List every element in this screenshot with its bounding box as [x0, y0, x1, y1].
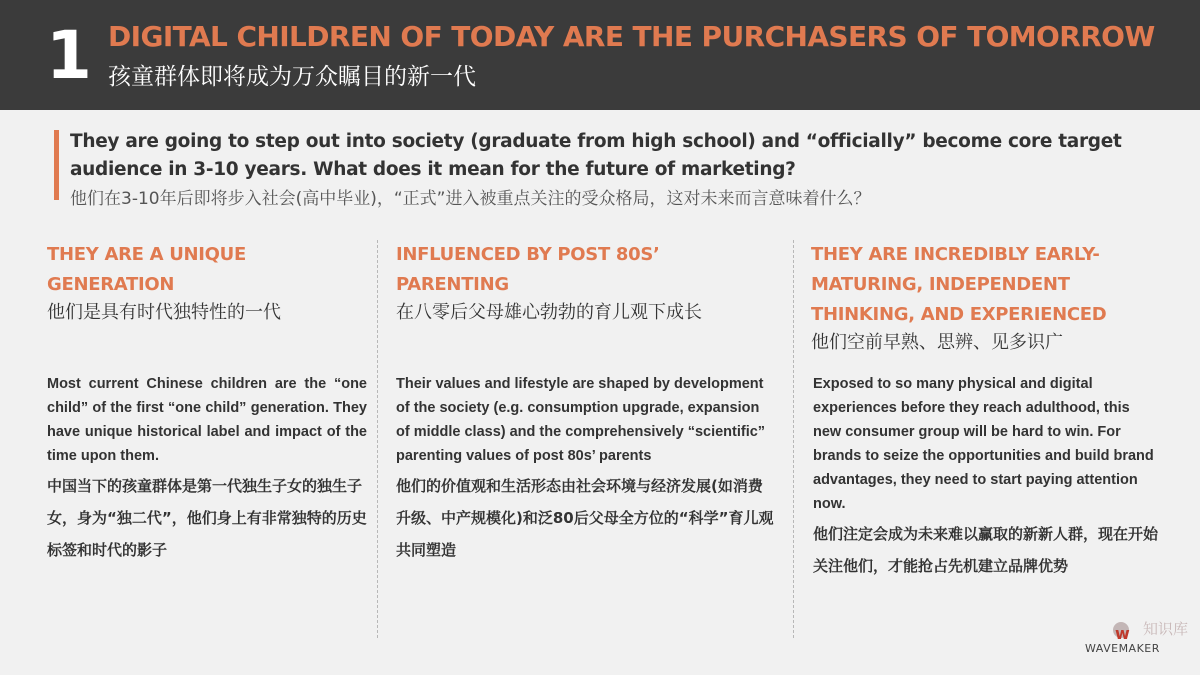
brand-logo [1085, 612, 1193, 662]
column-early-maturing [811, 240, 1171, 575]
column-title-cn: 在八零后父母雄心勃勃的育儿观下成长 [396, 302, 702, 323]
column-body-en: Most current Chinese children are the “one child” of the first “one child” generation. They have unique historical label and impact of the time upon them. [47, 376, 367, 464]
column-divider-2 [793, 240, 794, 638]
column-body-en: Exposed to so many physical and digital experiences before they reach adulthood, this new consumer group will be hard to win. For brands to seize the opportunities and build brand advantages, they need to start paying attention now. [813, 376, 1154, 512]
header-banner [0, 0, 1200, 110]
intro-text-cn: 他们在3-10年后即将步入社会(高中毕业)，“正式”进入被重点关注的受众格局，这对未来而言意味着什么？ [70, 189, 871, 209]
column-title-en: THEY ARE A UNIQUE GENERATION [47, 244, 246, 295]
column-title-cn: 他们是具有时代独特性的一代 [47, 302, 281, 323]
section-number: 1 [46, 17, 92, 94]
intro-accent-bar [54, 130, 59, 200]
column-body-cn: 他们的价值观和生活形态由社会环境与经济发展(如消费升级、中产规模化)和泛80后父母全方位的“科学”育儿观共同塑造 [396, 477, 774, 559]
column-divider-1 [377, 240, 378, 638]
intro-text-en: They are going to step out into society (graduate from high school) and “officially” become core target audience in 3-10 years. What does it mean for the future of marketing? [70, 131, 1122, 180]
watermark-text: 知识库 [1143, 620, 1189, 638]
column-body-en: Their values and lifestyle are shaped by development of the society (e.g. consumption upgrade, expansion of middle class) and the comprehensively “scientific” parenting values of post 80s’ parents [396, 376, 766, 464]
column-body-cn: 中国当下的孩童群体是第一代独生子女的独生子女，身为“独二代”，他们身上有非常独特的历史标签和时代的影子 [47, 477, 367, 559]
page-title: DIGITAL CHILDREN OF TODAY ARE THE PURCHASERS OF TOMORROW [108, 20, 1155, 53]
page-subtitle-cn: 孩童群体即将成为万众瞩目的新一代 [108, 64, 476, 90]
column-title-cn: 他们空前早熟、思辨、见多识广 [811, 332, 1063, 353]
column-title-en: INFLUENCED BY POST 80S’ PARENTING [396, 244, 660, 295]
column-post-80s-parenting [396, 240, 776, 559]
brand-name: WAVEMAKER [1085, 642, 1160, 655]
wavemaker-mark-icon: w [1115, 624, 1130, 643]
column-title-en: THEY ARE INCREDIBLY EARLY-MATURING, INDEPENDENT THINKING, AND EXPERIENCED [811, 244, 1107, 325]
column-unique-generation [47, 240, 367, 559]
column-body-cn: 他们注定会成为未来难以赢取的新新人群，现在开始关注他们，才能抢占先机建立品牌优势 [813, 525, 1159, 575]
